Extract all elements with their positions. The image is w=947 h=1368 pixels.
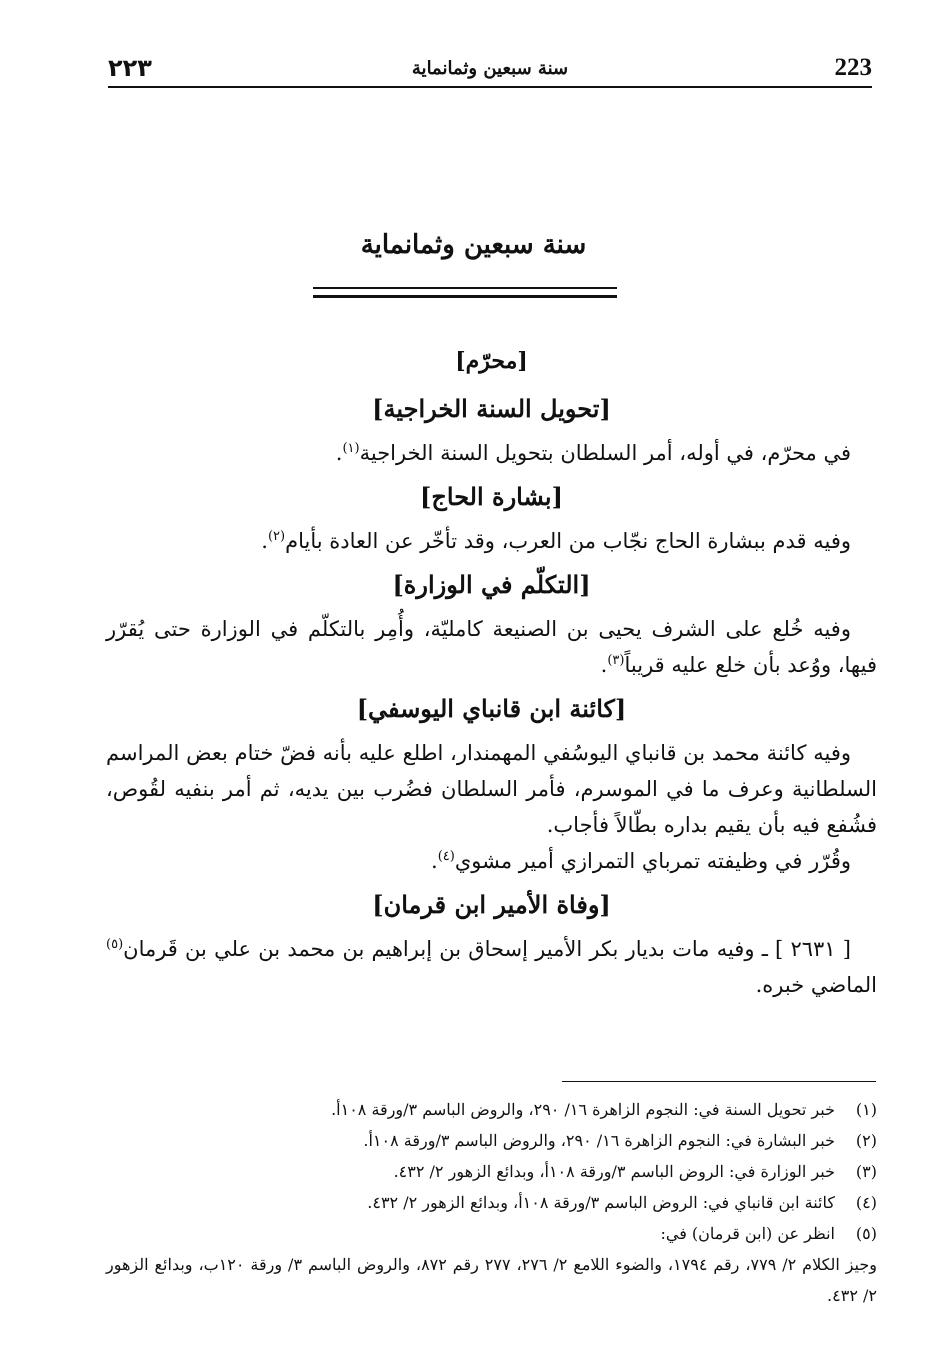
section-heading: [وفاة الأمير ابن قرمان] [372, 890, 611, 919]
paragraph-text: وفيه كائنة محمد بن قانباي اليوسُفي المهمندار، اطلع عليه بأنه فضّ ختام بعض المراسم السلطانية وعرف ما في الموسرم، فأمر السلطان فضُرب بين يديه، ثم أمر بنفيه لقُوص، فشُفع فيه بأن يقيم بداره بطّالاً فأجاب. [106, 741, 877, 837]
footnote-ref[interactable]: (٤) [437, 849, 455, 864]
footnote-text: كائنة ابن قانباي في: الروض الباسم ٣/ورقة ١٠٨أ، وبدائع الزهور ٢/ ٤٣٢. [367, 1193, 835, 1212]
paragraph-text: في محرّم، في أوله، أمر السلطان بتحويل السنة الخراجية [359, 441, 851, 465]
footnote-text: خبر البشارة في: النجوم الزاهرة ١٦/ ٢٩٠، والروض الباسم ٣/ورقة ١٠٨أ. [363, 1131, 835, 1150]
month-heading: [محرّم] [455, 348, 528, 374]
section-heading: [تحويل السنة الخراجية] [372, 394, 611, 423]
footnote-separator [562, 1081, 876, 1082]
footnote [106, 1218, 877, 1249]
paragraph-text: وفيه قدم ببشارة الحاج نجّاب من العرب، وقد تأخّر عن العادة بأيام [285, 529, 851, 553]
paragraph-end: . [600, 653, 608, 677]
paragraph [106, 931, 877, 1003]
footnote-number: (٥) [855, 1224, 877, 1243]
paragraph [106, 435, 877, 471]
footnotes [106, 1094, 877, 1311]
section-heading: [بشارة الحاج] [420, 482, 563, 511]
page-number-arabic: ٢٢٣ [108, 54, 152, 82]
chapter-title: سنة سبعين وثمانماية [360, 230, 587, 260]
footnote [106, 1125, 877, 1156]
footnote-number: (١) [855, 1100, 877, 1119]
running-head [108, 52, 872, 88]
footnote-ref[interactable]: (٢) [267, 529, 286, 544]
footnote-continuation: وجيز الكلام ٢/ ٧٧٩، رقم ١٧٩٤، والضوء اللامع ٢/ ٢٧٦، ٢٧٧ رقم ٨٧٢، والروض الباسم ٣/ ورقة ١٢٠ب، وبدائع الزهور ٢/ ٤٣٢. [106, 1255, 877, 1305]
paragraph-end: . [431, 849, 438, 873]
paragraph [106, 843, 877, 879]
footnote-ref[interactable]: (٣) [607, 653, 625, 668]
footnote-text: خبر تحويل السنة في: النجوم الزاهرة ١٦/ ٢٩٠، والروض الباسم ٣/ورقة ١٠٨أ. [331, 1100, 835, 1119]
page-number-latin: 223 [834, 54, 872, 81]
footnote [106, 1156, 877, 1187]
footnote-number: (٣) [855, 1162, 877, 1181]
paragraph-end: الماضي خبره. [755, 973, 877, 997]
paragraph [106, 523, 877, 559]
paragraph-end: . [335, 441, 343, 465]
paragraph [106, 611, 877, 683]
paragraph-text: [ ٢٦٣١ ] ـ وفيه مات بديار بكر الأمير إسحاق بن إبراهيم بن محمد بن علي بن قَرمان [123, 937, 851, 961]
footnote-text: انظر عن (ابن قرمان) في: [660, 1224, 835, 1243]
section-heading: [التكلّم في الوزارة] [392, 570, 591, 599]
footnote [106, 1187, 877, 1218]
section-heading: [كائنة ابن قانباي اليوسفي] [356, 694, 627, 723]
paragraph-text: وفيه خُلع على الشرف يحيى بن الصنيعة كامليّة، وأُمِر بالتكلّم في الوزارة حتى يُقرّر فيها، ووُعد بأن خلع عليه قريباً [106, 617, 877, 677]
main-text [106, 335, 877, 1003]
paragraph-text: وقُرّر في وظيفته تمرباي التمرازي أمير مشوي [454, 849, 851, 873]
running-head-title: سنة سبعين وثمانماية [411, 58, 569, 79]
paragraph-end: . [261, 529, 268, 553]
paragraph [106, 735, 877, 843]
footnote-number: (٤) [855, 1193, 877, 1212]
title-double-rule [313, 287, 617, 298]
footnote [106, 1094, 877, 1125]
footnote-text: خبر الوزارة في: الروض الباسم ٣/ورقة ١٠٨أ، وبدائع الزهور ٢/ ٤٣٢. [393, 1162, 835, 1181]
footnote-ref[interactable]: (٥) [106, 937, 124, 952]
footnote-ref[interactable]: (١) [342, 441, 360, 456]
footnote-number: (٢) [855, 1131, 877, 1150]
